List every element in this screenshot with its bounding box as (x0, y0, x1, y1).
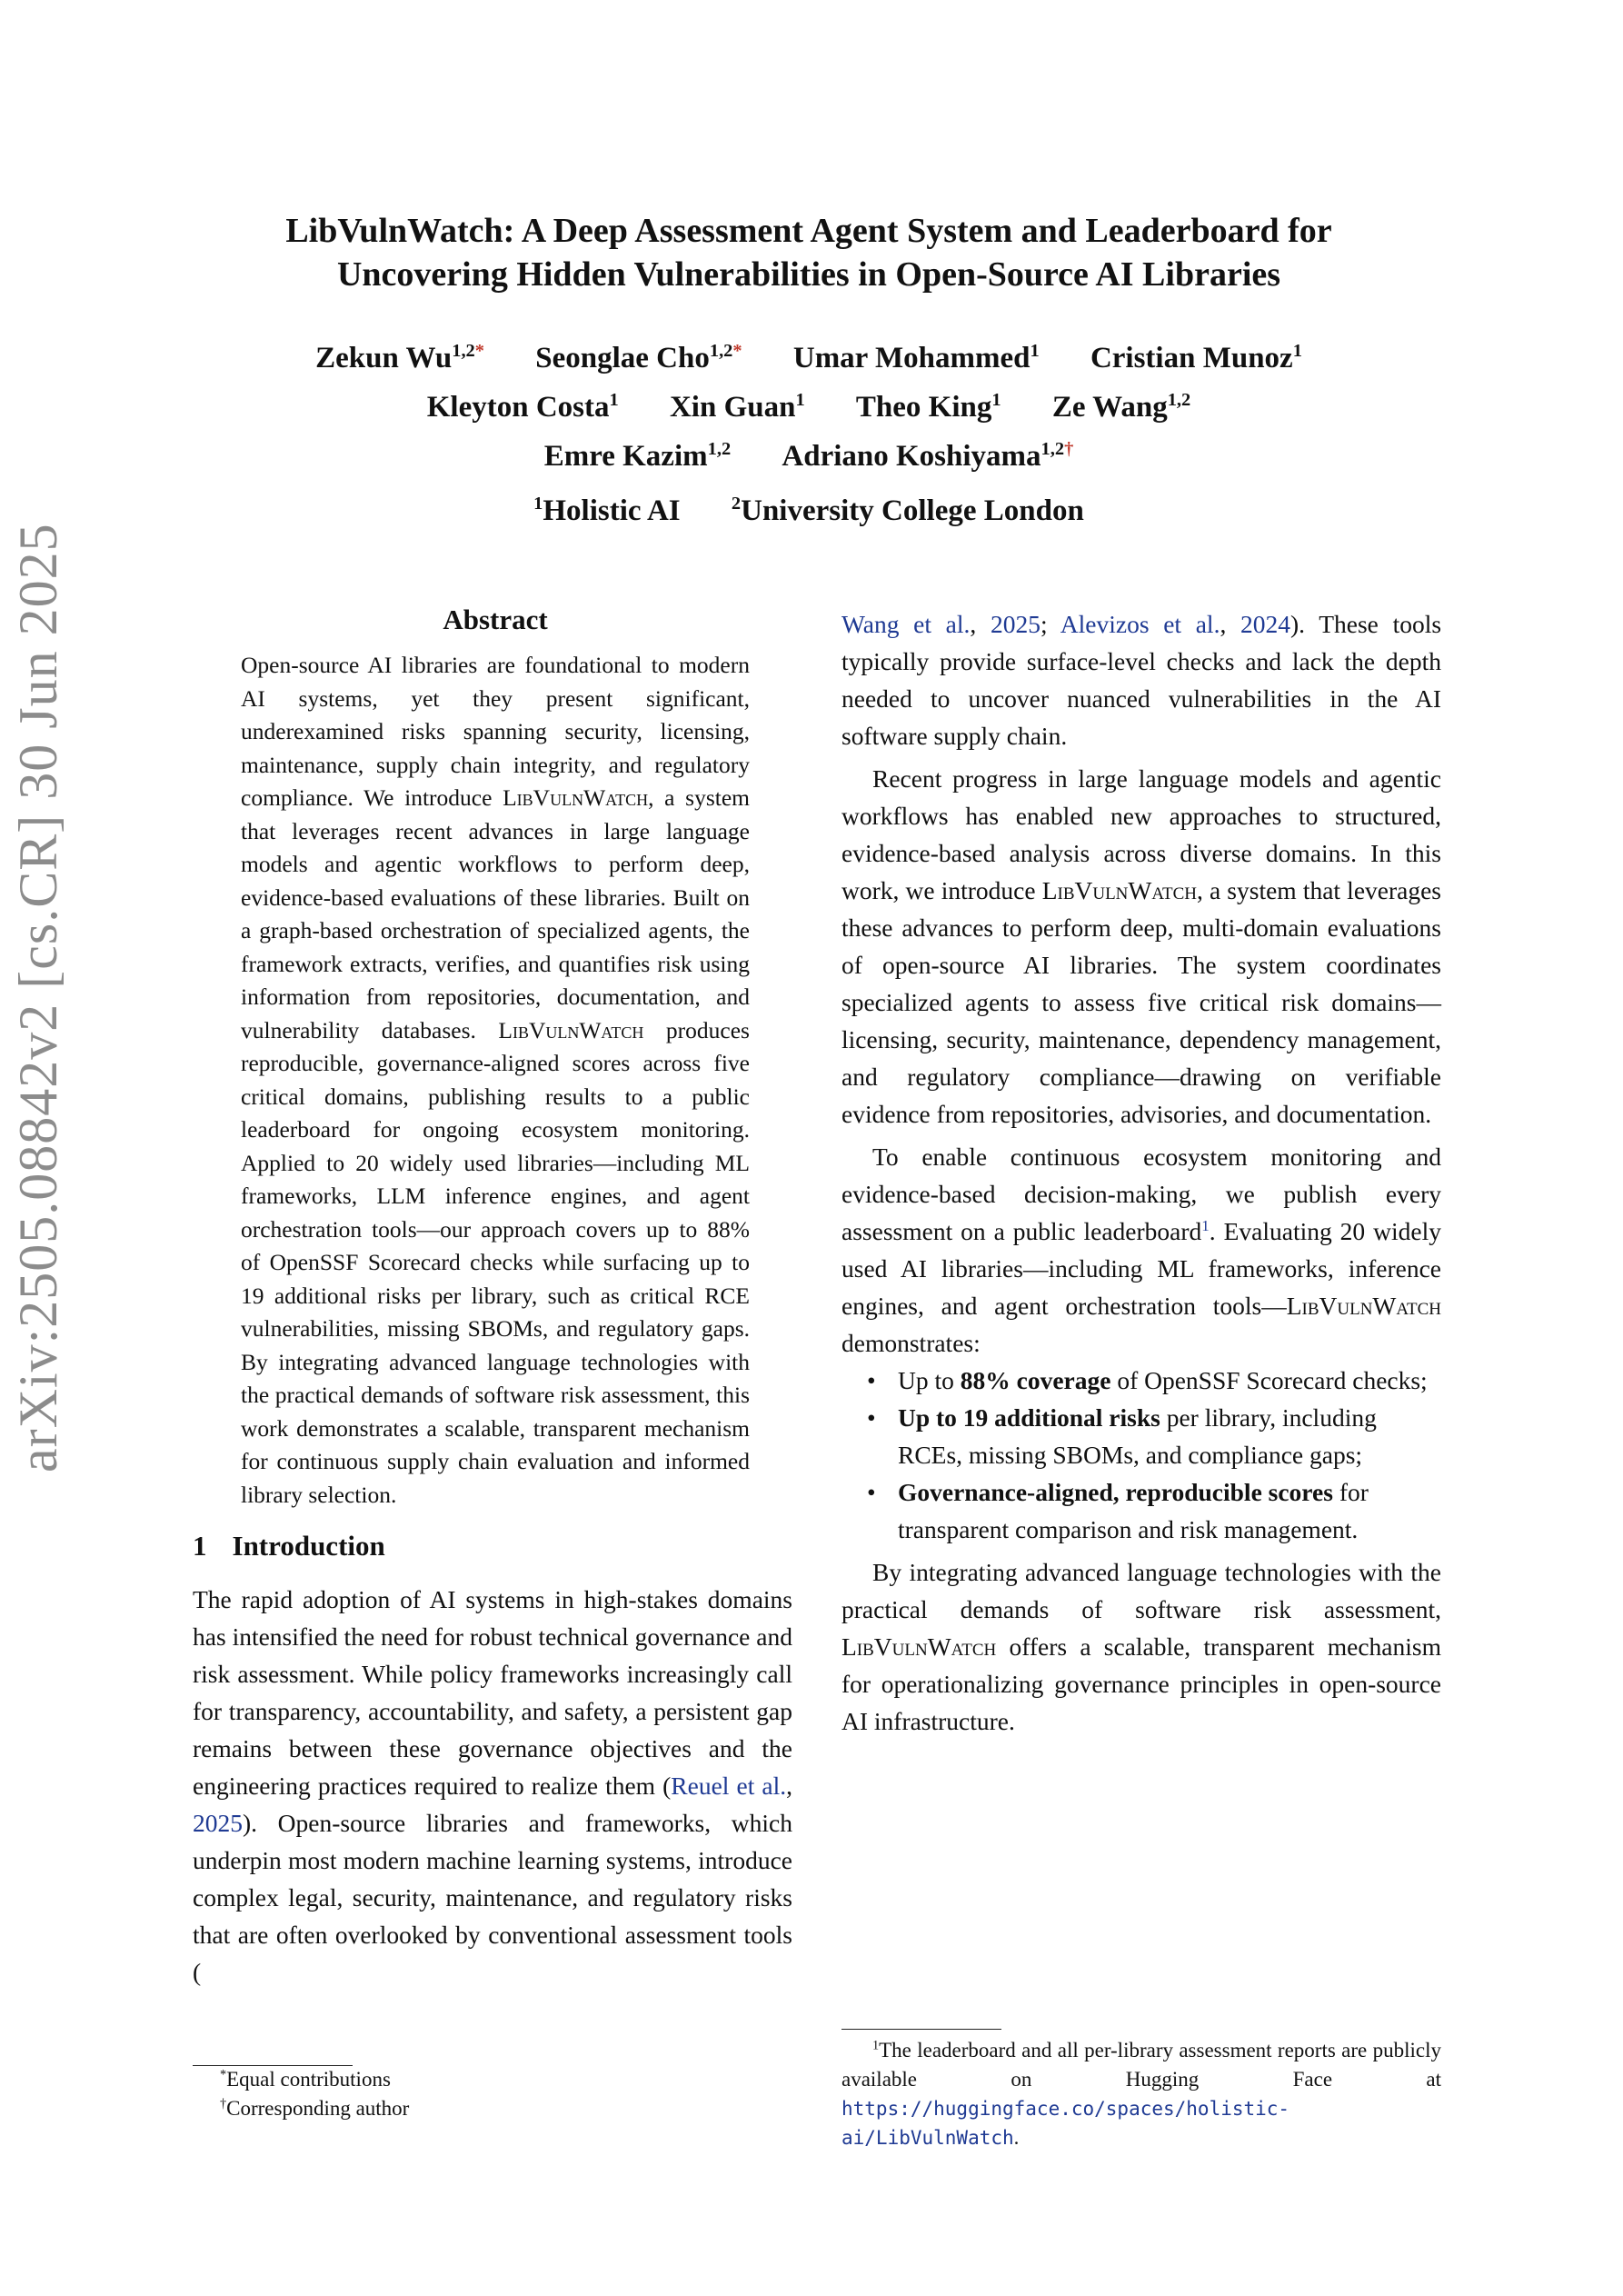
abstract (241, 602, 750, 1512)
left-column (193, 602, 792, 1991)
citation-link[interactable]: 2025 (193, 1809, 243, 1837)
author-row (145, 342, 1472, 375)
citation-link[interactable]: 2025 (990, 610, 1041, 638)
author: Xin Guan$^1$ (669, 390, 805, 424)
affiliations (145, 494, 1472, 528)
affiliation: $^1$Holistic AI (533, 494, 681, 527)
footnote-rule (841, 2029, 1001, 2030)
list-item: • Up to 88% coverage of OpenSSF Scorecard checks; (841, 1362, 1441, 1399)
affiliation: $^2$University College London (731, 494, 1084, 527)
author-row (145, 391, 1472, 424)
arxiv-identifier: arXiv:2505.08842v2 [cs.CR] 30 Jun 2025 (8, 523, 68, 1472)
footnote-equal: *Equal contributions (220, 2067, 391, 2091)
citation-link[interactable]: Reuel et al. (671, 1772, 787, 1800)
author: Ze Wang$^{1,2}$ (1051, 390, 1191, 424)
citation-link[interactable]: Wang et al. (841, 610, 971, 638)
citation-link[interactable]: Alevizos et al. (1060, 610, 1220, 638)
title-line-2: Uncovering Hidden Vulnerabilities in Open-Source AI Libraries (336, 255, 1281, 294)
author: Umar Mohammed$^1$ (792, 341, 1040, 374)
author: Zekun $Wu^{1,2*}$ (315, 341, 484, 374)
findings-list (841, 1362, 1441, 1548)
abstract-heading: Abstract (443, 604, 548, 635)
intro-paragraph-1: The rapid adoption of AI systems in high-stakes domains has intensified the need for robust technical governance and risk assessment. While policy frameworks increasingly call for transparency, accountability, and safety, a persistent gap remains between these governance objectives and the engineering practices required to realize them (Reuel et al., 2025). Open-source libraries and frameworks, which underpin most modern machine learning systems, introduce complex legal, security, maintenance, and regulatory risks that are often overlooked by conventional assessment tools ( (193, 1585, 793, 1986)
author: Adriano Koshiyama$^{1,2\dagger}$ (782, 439, 1074, 473)
author: Kleyton Costa$^1$ (426, 390, 619, 424)
intro-paragraph-3: To enable continuous ecosystem monitoring and evidence-based decision-making, we publish every assessment on a public leaderboard$^1$. Evaluating 20 widely used AI libraries—including ML frameworks, inference engines, and agent orchestration tools—LibVulnWatch demonstrates: (841, 1143, 1441, 1357)
author: Emre Kazim$^{1,2}$ (543, 439, 732, 473)
section-heading-introduction: 1 Introduction (193, 1530, 385, 1562)
list-item: • Up to 19 additional risks per library, including RCEs, missing SBOMs, and compliance gaps; (841, 1399, 1441, 1473)
title-line-1: LibVulnWatch: A Deep Assessment Agent System and Leaderboard for (285, 212, 1332, 250)
footnote-ref[interactable]: 1 (1201, 1216, 1210, 1234)
footnote-corresponding: †Corresponding author (220, 2096, 410, 2120)
abstract-text: Open-source AI libraries are foundational to modern AI systems, yet they present significant, underexamined risks spanning security, licensing, maintenance, supply chain integrity, and regulatory compliance. We introduce LibVulnWatch, a system that leverages recent advances in large language models and agentic workflows to perform deep, evidence-based evaluations of these libraries. Built on a graph-based orchestration of specialized agents, the framework extracts, verifies, and quantifies risk using information from repositories, documentation, and vulnerability databases. LibVulnWatch produces reproducible, governance-aligned scores across five critical domains, publishing results to a public leaderboard for ongoing ecosystem monitoring. Applied to 20 widely used libraries—including ML frameworks, LLM inference engines, and agent orchestration tools—our approach covers up to 88% of OpenSSF Scorecard checks while surfacing up to 19 additional risks per library, such as critical RCE vulnerabilities, missing SBOMs, and regulatory gaps. By integrating advanced language technologies with the practical demands of software risk assessment, this work demonstrates a scalable, transparent mechanism for continuous supply chain evaluation and informed library selection. (241, 652, 750, 1508)
leaderboard-link[interactable]: https://huggingface.co/spaces/holistic-ai/LibVulnWatch (841, 2098, 1290, 2149)
author-row (145, 440, 1472, 474)
footnotes-left (193, 2065, 802, 2123)
author: Cristian Munoz$^1$ (1090, 341, 1302, 374)
author: Seonglae Cho$^{1,2*}$ (535, 341, 742, 374)
list-item: • Governance-aligned, reproducible scores for transparent comparison and risk management. (841, 1473, 1441, 1548)
right-column (841, 605, 1441, 1740)
intro-paragraph-4: By integrating advanced language technologies with the practical demands of software risk assessment, LibVulnWatch offers a scalable, transparent mechanism for operationalizing governance principles in open-source AI infrastructure. (841, 1558, 1441, 1735)
paper-title (145, 209, 1472, 296)
intro-paragraph-2: Recent progress in large language models and agentic workflows has enabled new approaches to structured, evidence-based analysis across diverse domains. In this work, we introduce LibVulnWatch, a system that leverages these advances to perform deep, multi-domain evaluations of open-source AI libraries. The system coordinates specialized agents to assess five critical risk domains—licensing, security, maintenance, dependency management, and regulatory compliance—drawing on verifiable evidence from repositories, advisories, and documentation. (841, 764, 1441, 1128)
citation-link[interactable]: 2024 (1240, 610, 1291, 638)
intro-paragraph-1-continued: Wang et al., 2025; Alevizos et al., 2024). These tools typically provide surface-level checks and lack the depth needed to uncover nuanced vulnerabilities in the AI software supply chain. (841, 610, 1442, 750)
author: Theo King$^1$ (855, 390, 1001, 424)
footnote-1: $^1$The leaderboard and all per-library assessment reports are publicly available on Hugging Face at https://huggingface.co/spaces/holistic-ai/LibVulnWatch. (841, 2038, 1441, 2149)
